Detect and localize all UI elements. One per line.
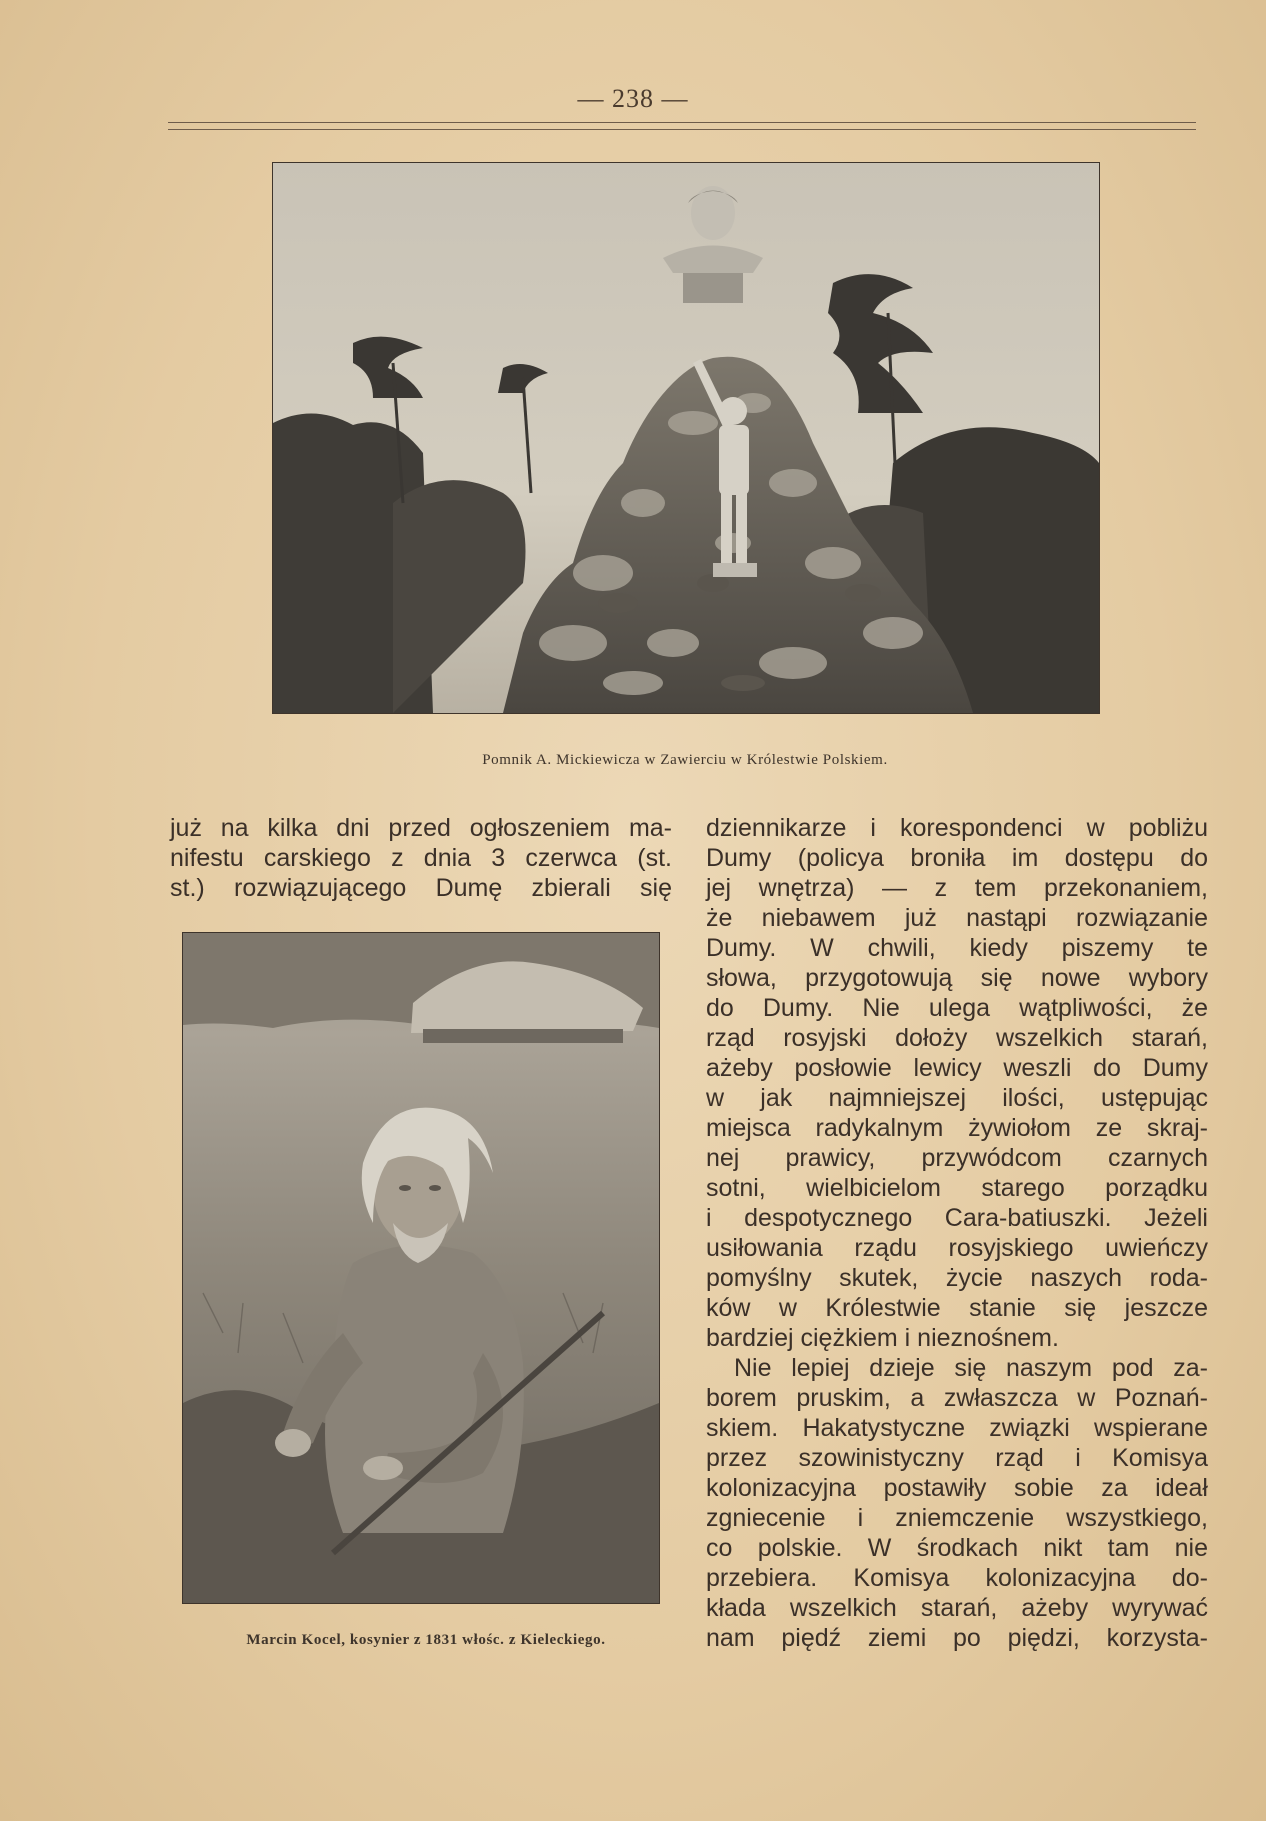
right-line-19: Nie lepiej dzieje się naszym pod za- xyxy=(734,1354,1208,1382)
right-line-20: borem pruskim, a zwłaszcza w Poznań- xyxy=(706,1384,1208,1412)
right-line-1: dziennikarze i korespondenci w pobliżu xyxy=(706,814,1208,842)
right-line-2: Dumy (policya broniła im dostępu do xyxy=(706,844,1208,872)
left-column xyxy=(170,813,672,903)
page-number: — 238 — xyxy=(577,84,689,113)
monument-photo xyxy=(272,162,1100,714)
right-line-13: sotni, wielbicielom starego porządku xyxy=(706,1174,1208,1202)
portrait-caption: Marcin Kocel, kosynier z 1831 włośc. z Kieleckiego. xyxy=(246,1632,606,1648)
right-line-28: nam piędź ziemi po piędzi, korzysta- xyxy=(706,1624,1208,1652)
right-line-26: przebiera. Komisya kolonizacyjna do- xyxy=(706,1564,1208,1592)
portrait-photo xyxy=(182,932,660,1604)
right-line-22: przez szowinistyczny rząd i Komisya xyxy=(706,1444,1208,1472)
right-line-21: skiem. Hakatystyczne związki wspierane xyxy=(706,1414,1208,1442)
right-line-16: pomyślny skutek, życie naszych roda- xyxy=(706,1264,1208,1292)
left-line-1: już na kilka dni przed ogłoszeniem ma- xyxy=(170,814,672,842)
right-line-11: miejsca radykalnym żywiołom ze skraj- xyxy=(706,1114,1208,1142)
right-line-9: ażeby posłowie lewicy weszli do Dumy xyxy=(706,1054,1208,1082)
right-line-5: Dumy. W chwili, kiedy piszemy te xyxy=(706,934,1208,962)
right-line-7: do Dumy. Nie ulega wątpliwości, że xyxy=(706,994,1208,1022)
right-line-4: że niebawem już nastąpi rozwiązanie xyxy=(706,904,1208,932)
right-line-3: jej wnętrza) — z tem przekonaniem, xyxy=(706,874,1208,902)
right-line-23: kolonizacyjna postawiły sobie za ideał xyxy=(706,1474,1208,1502)
right-line-24: zgniecenie i zniemczenie wszystkiego, xyxy=(706,1504,1208,1532)
right-line-15: usiłowania rządu rosyjskiego uwieńczy xyxy=(706,1234,1208,1262)
right-line-25: co polskie. W środkach nikt tam nie xyxy=(706,1534,1208,1562)
right-line-17: ków w Królestwie stanie się jeszcze xyxy=(706,1294,1208,1322)
right-column xyxy=(706,813,1208,1653)
right-line-18: bardziej ciężkiem i nieznośnem. xyxy=(706,1324,1059,1352)
left-line-3: st.) rozwiązującego Dumę zbierali się xyxy=(170,874,672,902)
right-line-10: w jak najmniejszej ilości, ustępując xyxy=(706,1084,1208,1112)
left-line-2: nifestu carskiego z dnia 3 czerwca (st. xyxy=(170,844,672,872)
monument-caption: Pomnik A. Mickiewicza w Zawierciu w Królestwie Polskiem. xyxy=(482,752,888,768)
right-line-6: słowa, przygotowują się nowe wybory xyxy=(706,964,1208,992)
right-line-14: i despotycznego Cara-batiuszki. Jeżeli xyxy=(706,1204,1208,1232)
right-line-12: nej prawicy, przywódcom czarnych xyxy=(706,1144,1208,1172)
header-rule xyxy=(168,122,1196,130)
right-line-27: kłada wszelkich starań, ażeby wyrywać xyxy=(706,1594,1208,1622)
right-line-8: rząd rosyjski dołoży wszelkich starań, xyxy=(706,1024,1208,1052)
